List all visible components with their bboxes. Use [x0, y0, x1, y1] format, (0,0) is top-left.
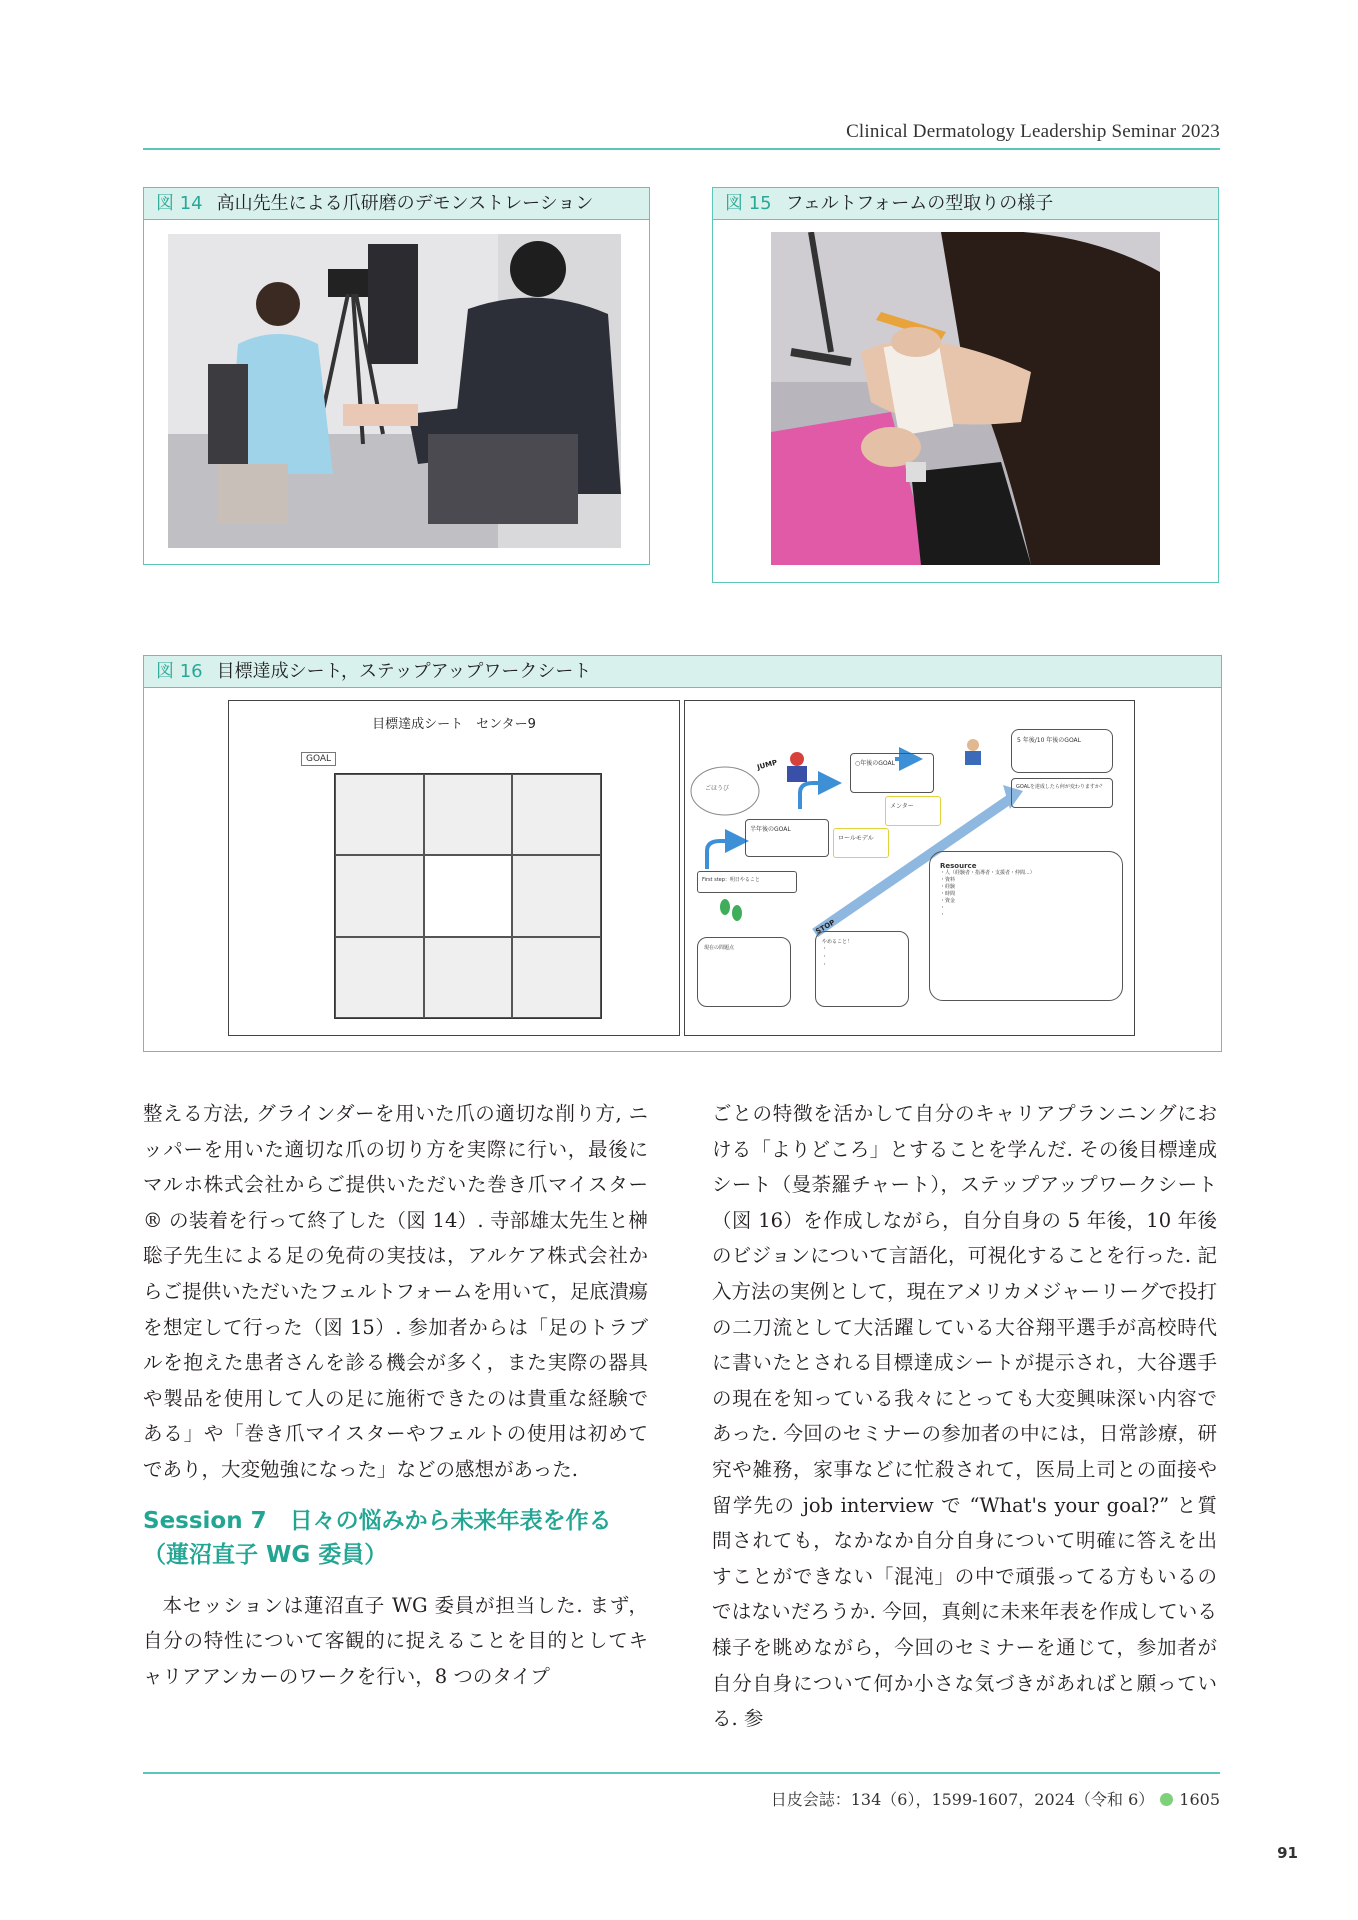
left-paragraph-2 [143, 1588, 648, 1695]
resource-item: ・ [940, 905, 946, 911]
figure-16 [143, 655, 1222, 1052]
right-paragraph [712, 1096, 1217, 1737]
figure-15-caption [713, 188, 1218, 220]
mentor-box: メンター [885, 796, 941, 826]
figure-16-caption [144, 656, 1221, 688]
figure-14-photo [168, 234, 621, 548]
resource-item: ・資料 [940, 877, 956, 883]
five-year-goal-box: 5 年後/10 年後のGOAL [1011, 729, 1113, 773]
mandala-cell [335, 774, 424, 855]
figure-16-caption-text: 目標達成シート，ステップアップワークシート [216, 661, 592, 682]
figure-15-caption-text: フェルトフォームの型取りの様子 [785, 193, 1054, 214]
first-step-box: First step：明日やること [697, 871, 797, 893]
journal-page-number: 1605 [1179, 1790, 1220, 1809]
header-rule [143, 148, 1220, 150]
figure-16-number: 図 16 [156, 661, 203, 682]
jump-label: JUMP [756, 758, 779, 772]
left-paragraph-1-text: 整える方法, グラインダーを用いた爪の適切な削り方, ニッパーを用いた適切な爪の切り方を実際に行い，最後にマルホ株式会社からご提供いただいた巻き爪マイスター® の装着を行って終了した（図 14）. 寺部雄太先生と榊聡子先生による足の免荷の実技は，アルケア株式会社からご提供いただいたフェルトフォームを用いて，足底潰瘍を想定して行った（図 15）. 参加者からは「足のトラブルを抱えた患者さんを診る機会が多く，また実際の器具や製品を使用して人の足に施術できたのは貴重な経験である」や「巻き爪マイスターやフェルトの使用は初めてであり，大変勉強になった」などの感想があった. [143, 1102, 648, 1481]
footer-citation [771, 1787, 1220, 1810]
mandala-grid [334, 773, 602, 1019]
mandala-cell [512, 937, 601, 1018]
figure-14 [143, 187, 650, 565]
citation-text: 日皮会誌：134（6），1599-1607，2024（令和 6） [770, 1790, 1155, 1809]
figure-14-number: 図 14 [156, 193, 203, 214]
right-paragraph-text: ごとの特徴を活かして自分のキャリアプランニングにおける「よりどころ」とすることを学んだ. その後目標達成シート（曼荼羅チャート），ステップアップワークシート（図 16）を作成しながら，自分自身の 5 年後，10 年後のビジョンについて言語化，可視化することを行った. 記入方法の実例として，現在アメリカメジャーリーグで投打の二刀流として大活躍している大谷翔平選手が高校時代に書いたとされる目標達成シートが提示され，大谷選手の現在を知っている我々にとっても大変興味深い内容であった. 今回のセミナーの参加者の中には，日常診療，研究や雑務，家事などに忙殺されて，医局上司との面接や留学先の job interview で “What's your goal?” と質問されても，なかなか自分自身について明確に答えを出すことができない「混沌」の中で頑張ってる方もいるのではないだろうか. 今回，真剣に未来年表を作成している様子を眺めながら，今回のセミナーを通じて，参加者が自分自身について何か小さな気づきがあればと願っている. 参 [712, 1102, 1217, 1731]
reward-label: ごほうび [705, 785, 730, 792]
mandala-cell [424, 937, 513, 1018]
right-column [712, 1096, 1217, 1737]
journal-header-title: Clinical Dermatology Leadership Seminar 2023 [846, 121, 1220, 142]
half-year-goal-box: 半年後のGOAL [745, 819, 829, 857]
left-column [143, 1096, 648, 1694]
footer-rule [143, 1772, 1220, 1774]
resource-item: ・資金 [940, 898, 956, 904]
mandala-cell [335, 937, 424, 1018]
left-paragraph-1 [143, 1096, 648, 1488]
green-dot-icon [1160, 1793, 1173, 1806]
quit-box [815, 931, 909, 1007]
left-paragraph-2-text: 本セッションは蓮沼直子 WG 委員が担当した. まず，自分の特性について客観的に捉えることを目的としてキャリアアンカーのワークを行い，8 つのタイプ [143, 1593, 648, 1688]
resource-title: Resource [940, 862, 977, 870]
stop-label: STOP [814, 918, 837, 936]
nail-demo-photo-image [168, 234, 621, 548]
quit-item: ・ [822, 962, 828, 968]
once-goal-box: ○年後のGOAL [850, 753, 934, 793]
figure-15 [712, 187, 1219, 583]
resource-item: ・ [940, 912, 946, 918]
resource-item: ・人（経験者・指導者・支援者・仲間...） [940, 870, 1035, 876]
quit-item: ・ [822, 946, 828, 952]
figure-15-photo [771, 232, 1160, 565]
mandala-cell [512, 774, 601, 855]
goal-achievement-sheet [228, 700, 680, 1036]
mandala-cell [512, 855, 601, 936]
mandala-center-cell [424, 855, 513, 936]
mandala-cell [424, 774, 513, 855]
figure-14-caption-text: 高山先生による爪研磨のデモンストレーション [216, 193, 594, 214]
figure-15-number: 図 15 [725, 193, 772, 214]
goal-sheet-title: 目標達成シート センター9 [372, 717, 536, 732]
felt-foam-photo-image [771, 232, 1160, 565]
resource-item: ・時間 [940, 891, 956, 897]
resource-item: ・経験 [940, 884, 956, 890]
page-number: 91 [1277, 1844, 1298, 1862]
goal-label: GOAL [301, 752, 336, 766]
current-problems-box: 現在の問題点 [697, 937, 791, 1007]
figure-14-caption [144, 188, 649, 220]
quit-title: やめること！ [822, 939, 853, 945]
role-model-box: ロールモデル [833, 828, 889, 858]
mandala-cell [335, 855, 424, 936]
goal-change-box: GOALを達成したら何が変わりますか？ [1011, 778, 1113, 808]
step-up-worksheet [684, 700, 1135, 1036]
resource-box [929, 851, 1123, 1001]
section-7-heading: Session 7 日々の悩みから未来年表を作る（蓮沼直子 WG 委員） [143, 1507, 612, 1568]
quit-item: ・ [822, 954, 828, 960]
